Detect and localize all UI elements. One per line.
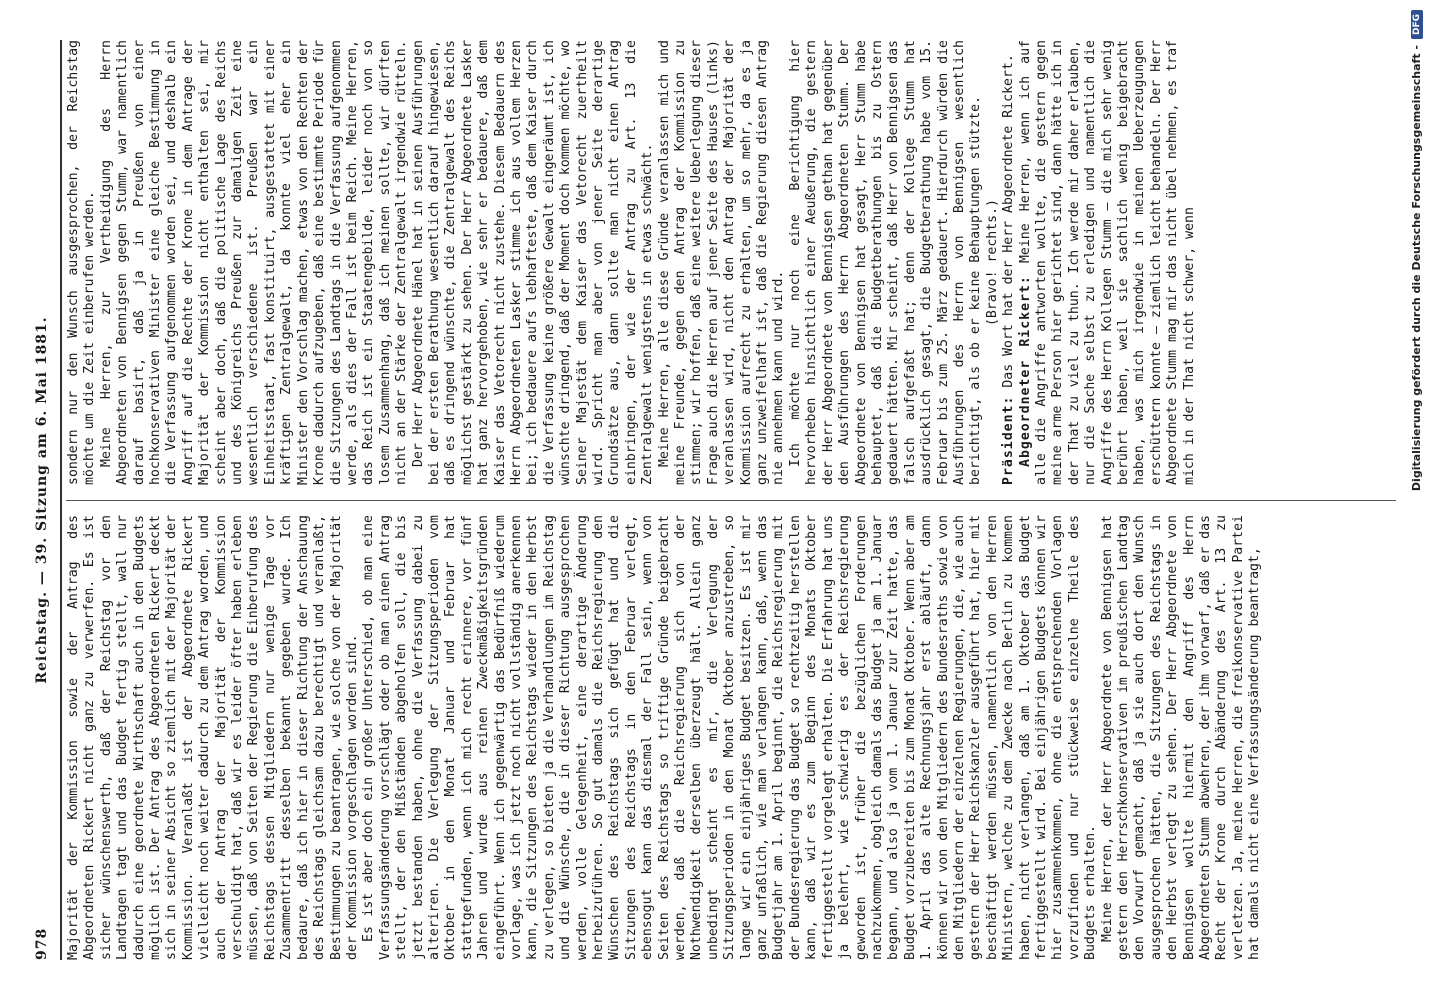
speech-text: Meine Herren, wenn ich auf alle die Angriffe antworten wollte, die gestern gegen meine arme Person hier gerichtet sind, dann hätte ich in der That zu viel zu thun. Ich werde mir daher erlauben, nur die Sache selbst zu erledigen und namentlich die Angriffe des Herrn Kollegen Stumm — die mich sehr wenig berührt haben, weil sie sachlich wenig beigebracht haben, was mich irgendwie in meinen Ueberzeugungen erschüttern konnte — ziemlich leicht behandeln. Der Herr Abgeordnete Stumm mag mir das nicht übel nehmen, es traf mich in der That nicht schwer, wenn [1017, 40, 1197, 485]
speech-text: Das Wort hat der Herr Abgeordnete Rickert. [1001, 54, 1017, 388]
paragraph: Es ist aber doch ein großer Unterschied, ob man eine Verfassungsänderung vorschlägt oder ob man einen Antrag stellt, der den Mißständen abgeholfen soll, die bis jetzt bestanden haben, ohne die Verfassung dabei zu alteriren. Die Verlegung der Sitzungsperioden vom Oktober in den Monat Januar und Februar hat stattgefunden, wenn ich mich recht erinnere, vor fünf Jahren und wurde aus reinen Zweckmäßigkeitsgründen eingeführt. Wenn ich gegenwärtig das Bedürfniß wiederum vorlage, was ich jetzt noch nicht vollständig anerkennen kann, die Sitzungen des Reichstags wieder in den Herbst zu verlegen, so bieten ja die Verhandlungen im Reichstag und die Wünsche, die in dieser Richtung ausgesprochen werden, volle Gelegenheit, eine derartige Änderung herbeizuführen. So gut damals die Reichsregierung den Wünschen des Reichstags sich gefügt hat und die Sitzungen des Reichstags in den Februar verlegt, ebensogut kann das diesmal der Fall sein, wenn von Seiten des Reichstags so triftige Gründe beigebracht werden, daß die Reichsregierung sich von der Nothwendigkeit derselben überzeugt hält. Allein ganz unbedingt scheint es mir, die Verlegung der Sitzungsperioden in den Monat Oktober anzustreben, so lange wir ein einjähriges Budget besitzen. Es ist mir ganz unfaßlich, wie man verlangen kann, daß, wenn das Budgetjahr am 1. April beginnt, die Reichsregierung mit der Bundesregierung das Budget so rechtzeitig herstellen kann, daß wir es zum Beginn des Monats Oktober fertiggestellt vorgelegt erhalten. Die Erfahrung hat uns ja belehrt, wie schwierig es der Reichsregierung geworden ist, früher die bezüglichen Forderungen nachzukommen, obgleich damals das Budget ja am 1. Januar begann, und also ja vom 1. Januar zur Zeit hatte, das Budget vorzubereiten bis zum Monat Oktober. Wenn aber am 1. April das alte Rechnungsjahr erst abläuft, dann können wir von den Mitgliedern des Bundesraths sowie von den Mitgliedern der einzelnen Regierungen, die, wie auch gestern der Herr Reichskanzler ausgeführt hat, hier mit beschäftigt werden müssen, namentlich von den Herren Ministern, welche zu dem Zwecke nach Berlin zu kommen haben, nicht verlangen, daß am 1. Oktober das Budget fertiggestellt wird. Bei einjährigen Budgets können wir hier zusammenkommen, ohne die entsprechenden Vorlagen vorzufinden und nur stückweise einzelne Theile des Budgets erhalten. [361, 515, 1099, 960]
paragraph: Majorität der Kommission sowie der Antrag des Abgeordneten Rickert nicht ganz zu verwerfen. Es ist sicher wünschenswerth, daß der Reichstag vor den Landtagen tagt und das Budget fertig stellt, wall nur dadurch eine geordnete Wirthschaft auch in den Budgets möglich ist. Der Antrag des Abgeordneten Rickert deckt sich in seiner Absicht so ziemlich mit der Majorität der Kommission. Veranlaßt ist der Abgeordnete Rickert vielleicht noch weiter dadurch zu dem Antrag worden, und auch der Antrag der Majorität der Kommission verschuldigt hat, daß wir es leider öfter haben erleben müssen, daß von Seiten der Regierung die Einberufung des Reichstags dessen Mitgliedern nur wenige Tage vor Zusammentritt desselben bekannt gegeben wurde. Ich bedaure, daß ich hier in dieser Richtung der Anschauung des Reichstags gleichsam dazu berechtigt und veranlaßt, Bestimmungen zu beantragen, wie solche von der Majorität der Kommission vorgeschlagen worden sind. [66, 515, 360, 960]
header-rule [60, 40, 62, 960]
rickert-speech [1018, 40, 1198, 485]
page-header [30, 40, 60, 960]
speaker-label: Abgeordneter Rickert: [1017, 275, 1033, 467]
page-number: 978 [34, 927, 50, 960]
paragraph: Meine Herren, der Herr Abgeordnete von Bennigsen hat gestern den Herrschkonservativen im preußischen Landtag den Vorwurf gemacht, daß ja sie auch dort den Wunsch ausgesprochen hätten, die Sitzungen des Reichstags in den Herbst verlegt zu sehen. Der Herr Abgeordnete von Bennigsen wollte hiermit den Angriff des Herrn Abgeordneten Stumm abwehren, der ihm vorwarf, daß er das Recht der Krone durch Abänderung des Art. 13 zu verletzen. Ja, meine Herren, die freikonservative Partei hat damals nicht eine Verfassungsänderung beantragt, [1099, 515, 1263, 960]
president-statement [1001, 40, 1017, 485]
applause-note: (Bravo! rechts.) [984, 198, 1000, 327]
paragraph: Meine Herren, alle diese Gründe veranlassen mich und meine Freunde, gegen den Antrag der Kommission zu stimmen; wir hoffen, daß eine weitere Ueberlegung dieser Frage auch die Herren auf jener Seite des Hauses (links) veranlassen wird, nicht den Antrag der Majorität der Kommission aufrecht zu erhalten, um so mehr, da es ja ganz unzweifelhaft ist, daß die Regierung diesen Antrag nie annehmen kann und wird. [656, 40, 787, 485]
paragraph: Meine Herren, zur Vertheidigung des Herrn Abgeordneten von Bennigsen gegen Stumm, war namentlich darauf basirt, daß ja in Preußen von einer hochkonservativen Minister eine gleiche Bestimmung in die Verfassung aufgenommen worden sei, und deshalb ein Angriff auf die Rechte der Krone in dem Antrage der Majorität der Kommission nicht enthalten sei, mir scheint aber doch, daß die politische Lage des Reichs und des Königreichs Preußen zur damaligen Zeit eine wesentlich verschiedene ist. Preußen war ein Einheitsstaat, fast konstituirt, ausgestattet mit einer kräftigen Zentralgewalt, da konnte viel eher ein Minister den Vorschlag machen, etwas von den Rechten der Krone dadurch aufzugeben, daß eine bestimmte Periode für die Sitzungen des Landtags in die Verfassung aufgenommen werde, als dies der Fall ist beim Reich. Meine Herren, das Reich ist ein Staatengebilde, leider noch von so losem Zusammenhang, daß ich meinen sollte, wir dürften nicht an der Stärke der Zentralgewalt irgendwie rütteln. [98, 40, 410, 485]
digitization-footer [1410, 10, 1428, 530]
paragraph: Ich möchte nur noch eine Berichtigung hier hervorheben hinsichtlich einer Aeußerung, die gestern der Herr Abgeordnete von Bennigsen gethan hat gegenüber den Ausführungen des Herrn Abgeordneten Stumm. Der Abgeordnete von Bennigsen hat gesagt, Herr Stumm habe behauptet, daß die Budgetberathungen bis zu Ostern gedauert hätten. Mir scheint, daß Herr von Bennigsen das falsch aufgefaßt hat; denn der Kollege Stumm hat ausdrücklich gesagt, die Budgetberathung habe vom 15. Februar bis zum 25. März gedauert. Hierdurch würden die Ausführungen des Herrn von Bennigsen wesentlich berichtigt, als ob er keine Behauptungen stützte. [787, 40, 984, 485]
paragraph: sondern nur den Wunsch ausgesprochen, der Reichstag möchte um die Zeit einberufen werden. [66, 40, 98, 485]
column-divider [66, 500, 1396, 501]
right-column [66, 40, 1398, 485]
footer-text: Digitalisierung gefördert durch die Deutsche Forschungsgemeinschaft - [1410, 45, 1423, 492]
dfg-logo: DFG [1411, 10, 1423, 39]
paragraph: Der Herr Abgeordnete Hänel hat in seinen Ausführungen bei der ersten Berathung wesentlich darauf hingewiesen, daß es dringend wünschte, die Zentralgewalt des Reichs möglichst gestärkt zu sehen. Der Herr Abgeordnete Lasker hat ganz hervorgehoben, wie sehr er bedauere, daß dem Kaiser das Vetorecht nicht zustehe. Diesem Bedauern des Herrn Abgeordneten Lasker stimme ich aus vollem Herzen bei; ich bedauere aufs lebhafteste, daß dem Kaiser durch die Verfassung keine größere Gewalt eingeräumt ist, ich wünschte dringend, daß der Moment doch kommen möchte, wo Seiner Majestät dem Kaiser das Vetorecht zuertheilt wird. Spricht man aber von jener Seite derartige Grundsätze aus, dann sollte man nicht einen Antrag einbringen, der wie der Antrag zu Art. 13 die Zentralgewalt wenigstens in etwas schwächt. [410, 40, 656, 485]
page-title: Reichstag. — 39. Sitzung am 6. Mai 1881. [34, 316, 50, 684]
speaker-label: Präsident: [1001, 395, 1017, 485]
left-column [66, 515, 1398, 960]
